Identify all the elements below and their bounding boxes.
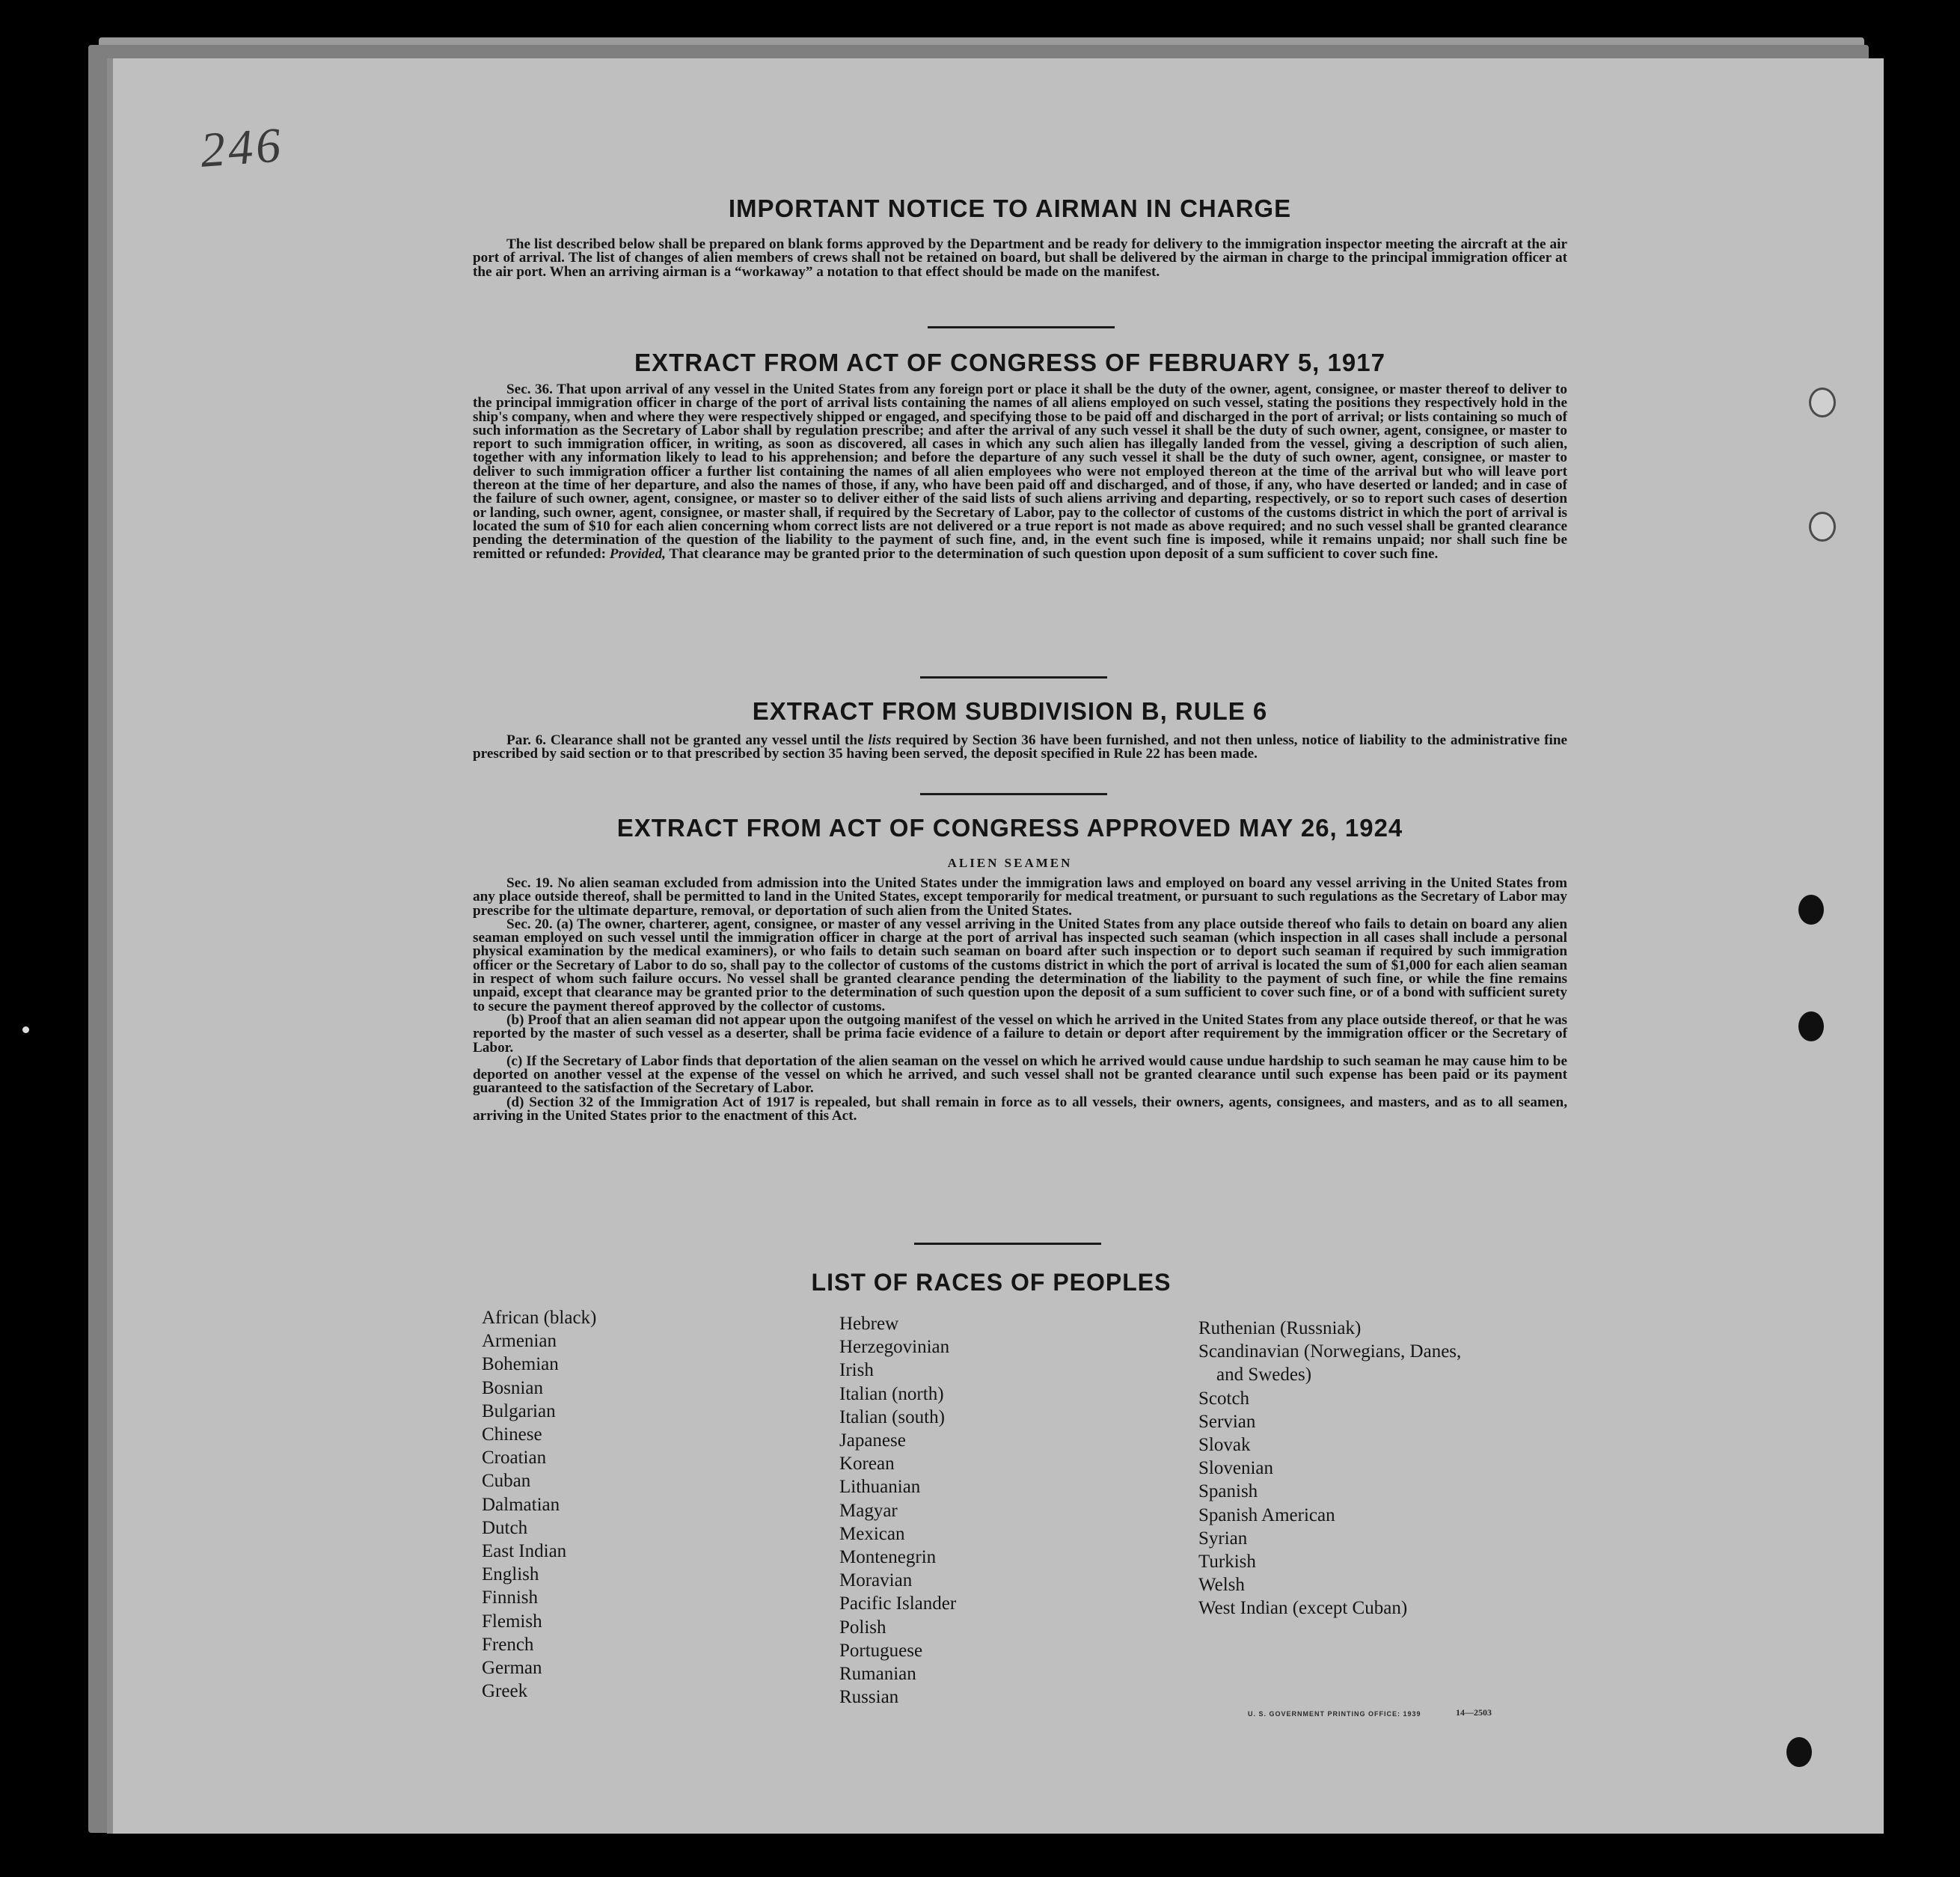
race-item: Rumanian xyxy=(839,1664,916,1685)
race-item: Ruthenian (Russniak) xyxy=(1198,1318,1362,1338)
divider xyxy=(928,326,1115,328)
race-item: Japanese xyxy=(839,1430,906,1451)
sec-36-paragraph xyxy=(473,383,1567,561)
sec-19-paragraph: Sec. 19. No alien seaman excluded from admission into the United States under the immigration laws and employed on board any vessel arriving in the United States from any place outside thereof, shall be permitted to land in the United States, except temporarily for medical treatment, or pursuant to such regulations as the Secretary of Labor may prescribe for the ultimate departure, removal, or deportation of such alien from the United States. xyxy=(473,875,1567,919)
race-item: French xyxy=(482,1634,534,1655)
race-item: Bosnian xyxy=(482,1377,543,1398)
provided-word: Provided, xyxy=(609,545,666,562)
printer-imprint: U. S. GOVERNMENT PRINTING OFFICE: 1939 xyxy=(1248,1710,1421,1718)
race-item: Welsh xyxy=(1198,1575,1245,1596)
race-item: Slovenian xyxy=(1198,1458,1273,1479)
race-item: East Indian xyxy=(482,1541,567,1562)
race-item: Herzegovinian xyxy=(839,1337,950,1358)
sec-36-text: Sec. 36. That upon arrival of any vessel in the United States from any foreign port or place it shall be the duty of the owner, agent, consignee, or master thereof to deliver to the principal immigration officer in charge of the port of arrival lists containing the names of all aliens employed on such vessel, stating the positions they respectively hold in the ship's company, when and where they were respectively shipped or engaged, and specifying those to be paid off and discharged in the port of arrival; or lists containing so much of such information as the Secretary of Labor shall by regulation prescribe; and after the arrival of any such vessel it shall be the duty of such owner, agent, consignee, or master to report to such immigration officer, in writing, as soon as discovered, all cases in which any such alien has illegally landed from the vessel, giving a description of such alien, together with any information likely to lead to his apprehension; and before the departure of any such vessel it shall be the duty of such owner, agent, consignee, or master to deliver to such immigration officer a further list containing the names of all alien employees who were not employed thereon at the time of the arrival but who will leave port thereon at the time of her departure, and also the names of those, if any, who have been paid off and discharged, and of those, if any, who have deserted or landed; and in case of the failure of such owner, agent, consignee, or master so to deliver either of the said lists of such aliens arriving and departing, respectively, or so to report such cases of desertion or landing, such owner, agent, consignee, or master shall, if required by the Secretary of Labor, pay to the collector of customs of the customs district in which the port of arrival is located the sum of $10 for each alien concerning whom correct lists are not delivered or a true report is not made as above required; and no such vessel shall be granted clearance pending the determination of the question of the liability to the payment of such fine, and, in the event such fine is imposed, while it remains unpaid; nor shall such fine be remitted or refunded: xyxy=(473,382,1567,562)
race-item: Croatian xyxy=(482,1448,547,1469)
race-item: Russian xyxy=(839,1687,899,1708)
race-item: Cuban xyxy=(482,1471,531,1492)
race-item: Flemish xyxy=(482,1611,542,1632)
race-item: Italian (south) xyxy=(839,1406,945,1427)
punch-hole-4 xyxy=(1798,1011,1824,1041)
race-item: Dutch xyxy=(482,1517,528,1538)
divider xyxy=(914,1243,1101,1245)
sec-20a-paragraph: Sec. 20. (a) The owner, charterer, agent, consignee, or master of any vessel arriving in the United States from any place outside thereof who fails to detain on board any alien seaman employed on such vessel until the immigration officer in charge at the port of arrival has inspected such seaman (which inspection in all cases shall include a personal physical examination by the medical examiners), or who fails to detain such seaman on board after such inspection or to deport such seaman if required by such immigration officer or the Secretary of Labor to do so, shall pay to the collector of customs of the customs district in which the port of arrival is located the sum of $1,000 for each alien seaman in respect of whom such failure occurs. No vessel shall be granted clearance pending the determination of the liability to the payment of such fine, or while the fine remains unpaid, except that clearance may be granted prior to the determination of such question upon the deposit of a sum sufficient to cover such fine, or of a bond with sufficient surety to secure the payment thereof approved by the collector of customs. xyxy=(473,916,1567,1014)
race-item: Dalmatian xyxy=(482,1494,560,1515)
race-item: Scandinavian (Norwegians, Danes, xyxy=(1198,1341,1462,1362)
race-item: Mexican xyxy=(839,1523,905,1544)
act-1924-title: EXTRACT FROM ACT OF CONGRESS APPROVED MAY 26, 1924 xyxy=(616,814,1403,842)
race-item: Bulgarian xyxy=(482,1400,556,1421)
act-1917-title: EXTRACT FROM ACT OF CONGRESS OF FEBRUARY 5, 1917 xyxy=(634,349,1385,376)
act-1924-body xyxy=(473,877,1567,1123)
race-item: African (black) xyxy=(482,1308,597,1328)
race-item: Turkish xyxy=(1198,1552,1256,1573)
race-item: West Indian (except Cuban) xyxy=(1198,1598,1408,1619)
race-item: Servian xyxy=(1198,1411,1256,1432)
punch-hole-1 xyxy=(1809,388,1836,417)
race-item: Slovak xyxy=(1198,1435,1251,1456)
race-item: Scotch xyxy=(1198,1388,1250,1409)
races-title: LIST OF RACES OF PEOPLES xyxy=(811,1269,1172,1296)
race-item: Armenian xyxy=(482,1331,557,1352)
race-item: Spanish xyxy=(1198,1481,1258,1502)
act-1917-body xyxy=(473,383,1567,561)
race-item: Montenegrin xyxy=(839,1547,937,1568)
lists-word: lists xyxy=(868,732,892,748)
race-item-continued: and Swedes) xyxy=(1216,1365,1312,1385)
race-item: Pacific Islander xyxy=(839,1593,957,1614)
punch-hole-2 xyxy=(1809,512,1836,542)
sec-36-end: That clearance may be granted prior to the determination of such question upon deposit of a sum sufficient to cover such fine. xyxy=(669,545,1439,562)
rule-6-body xyxy=(473,734,1567,762)
par-6-paragraph xyxy=(473,734,1567,762)
race-item: Portuguese xyxy=(839,1640,923,1661)
par-6-end: required by Section 36 have been furnished, and not then unless, notice of liability to the administrative fine prescribed by said section or to that prescribed by section 35 having been served, the deposit specified in Rule 22 has been made. xyxy=(473,732,1568,762)
race-item: Hebrew xyxy=(839,1314,899,1334)
sec-20d-paragraph: (d) Section 32 of the Immigration Act of 1917 is repealed, but shall remain in force as to all vessels, their owners, agents, consignees, and masters, and as to all seamen, arriving in the United States prior to the enactment of this Act. xyxy=(473,1094,1567,1124)
race-item: Spanish American xyxy=(1198,1504,1335,1525)
handwritten-page-number: 246 xyxy=(198,117,286,178)
notice-body xyxy=(473,238,1567,279)
races-column-3 xyxy=(1198,1317,1461,1620)
race-item: Syrian xyxy=(1198,1528,1248,1549)
divider xyxy=(920,676,1107,679)
race-item: Finnish xyxy=(482,1587,539,1608)
race-item: Greek xyxy=(482,1681,528,1702)
race-item: Chinese xyxy=(482,1424,542,1445)
race-item: German xyxy=(482,1658,542,1679)
race-item: Magyar xyxy=(839,1500,898,1521)
notice-paragraph: The list described below shall be prepared on blank forms approved by the Department and be ready for delivery to the immigration inspector meeting the aircraft at the air port of arrival. The list of changes of alien members of crews shall not be retained on board, but shall be delivered by the airman in charge to the principal immigration officer at the air port. When an arriving airman is a “workaway” a notation to that effect should be made on the manifest. xyxy=(473,236,1567,280)
race-item: Lithuanian xyxy=(839,1477,921,1498)
divider xyxy=(920,793,1107,795)
races-column-1 xyxy=(482,1306,596,1703)
race-item: English xyxy=(482,1564,539,1585)
sec-20b-paragraph: (b) Proof that an alien seaman did not appear upon the outgoing manifest of the vessel on which he arrived in the United States from any place outside thereof, or that he was reported by the master of such vessel as a deserter, shall be prima facie evidence of a failure to detain or deport after requirement by the immigration officer or the Secretary of Labor. xyxy=(473,1011,1567,1056)
races-column-2 xyxy=(839,1312,956,1709)
rule-6-title: EXTRACT FROM SUBDIVISION B, RULE 6 xyxy=(752,697,1268,725)
par-6-text: Par. 6. Clearance shall not be granted any vessel until the xyxy=(506,732,864,748)
race-item: Moravian xyxy=(839,1570,913,1591)
notice-title: IMPORTANT NOTICE TO AIRMAN IN CHARGE xyxy=(728,195,1292,222)
form-number: 14—2503 xyxy=(1456,1707,1492,1718)
race-item: Korean xyxy=(839,1454,895,1475)
margin-speck xyxy=(22,1026,29,1033)
sec-20c-paragraph: (c) If the Secretary of Labor finds that deportation of the alien seaman on the vessel on which he arrived would cause undue hardship to such seaman he may cause him to be deported on another vessel at the expense of the vessel on which he arrived, and such vessel shall not be granted clearance until such expense has been paid or its payment guaranteed to the satisfaction of the Secretary of Labor. xyxy=(473,1053,1567,1097)
race-item: Polish xyxy=(839,1617,886,1638)
punch-hole-5 xyxy=(1786,1737,1812,1767)
punch-hole-3 xyxy=(1798,895,1824,925)
race-item: Italian (north) xyxy=(839,1383,944,1404)
race-item: Bohemian xyxy=(482,1354,559,1375)
race-item: Irish xyxy=(839,1360,874,1381)
alien-seamen-subtitle: ALIEN SEAMEN xyxy=(947,856,1073,870)
